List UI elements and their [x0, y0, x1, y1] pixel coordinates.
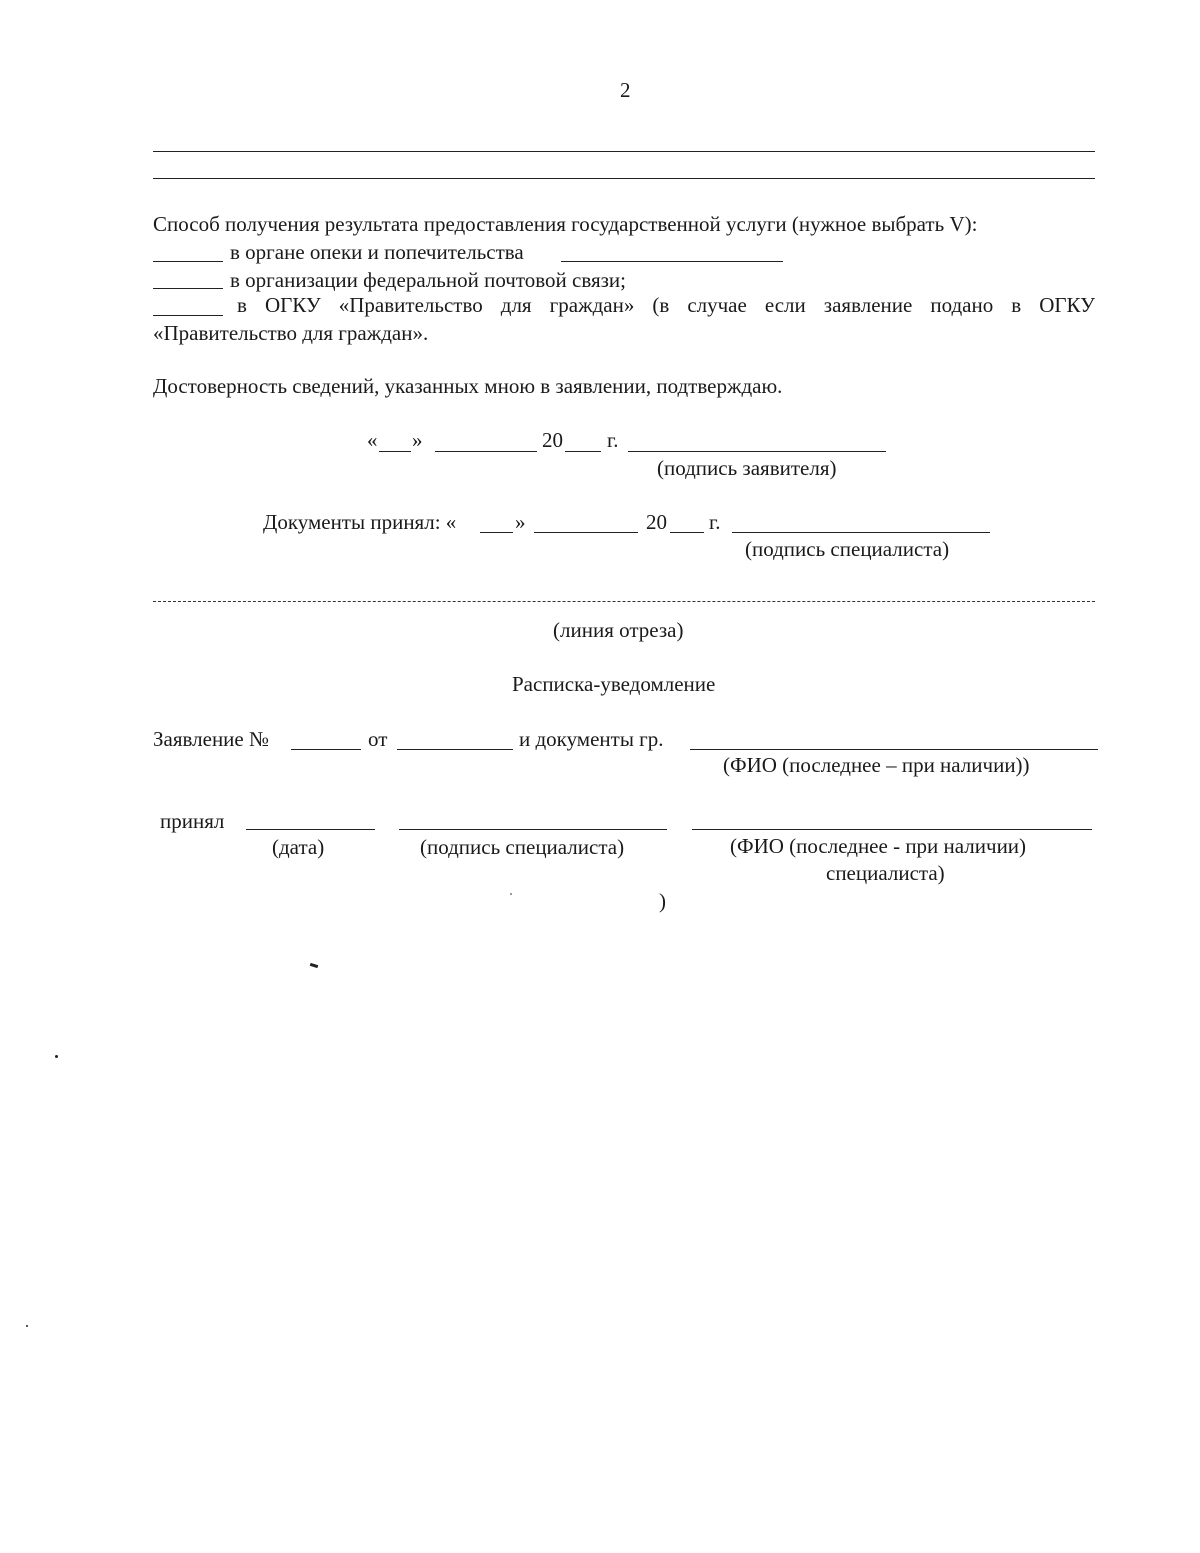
- method-heading: Способ получения результата предоставления государственной услуги (нужное выбрать V):: [153, 212, 978, 236]
- scan-speck-1: [310, 963, 319, 968]
- accepted-month-line[interactable]: [534, 532, 638, 533]
- accepted-year-line[interactable]: [670, 532, 704, 533]
- scan-speck-2: [55, 1055, 58, 1058]
- option2-checkbox-line[interactable]: [153, 288, 223, 289]
- accepted-by-label: принял: [160, 809, 225, 833]
- blank-line-1: [153, 151, 1095, 152]
- statement-number-line[interactable]: [291, 749, 361, 750]
- accepted-day-line[interactable]: [480, 532, 513, 533]
- stray-paren: ): [659, 889, 666, 913]
- specialist-signature-line[interactable]: [399, 829, 667, 830]
- accepted-signature-line[interactable]: [732, 532, 990, 533]
- specialist-signature-caption: (подпись специалиста): [420, 835, 625, 859]
- accepted-signature-caption: (подпись специалиста): [745, 537, 950, 561]
- accepted-label: Документы принял: «: [263, 510, 457, 534]
- cut-line-caption: (линия отреза): [553, 618, 684, 642]
- accepted-year-suffix: г.: [709, 510, 721, 534]
- blank-line-2: [153, 178, 1095, 179]
- accepted-quote-close: »: [515, 510, 526, 534]
- applicant-year-line[interactable]: [565, 451, 601, 452]
- accepted-date-line[interactable]: [246, 829, 375, 830]
- applicant-fio-line[interactable]: [690, 749, 1098, 750]
- specialist-fio-caption-line2: специалиста): [826, 861, 945, 885]
- date-caption: (дата): [272, 835, 325, 859]
- option3-label-line2: «Правительство для граждан».: [153, 321, 429, 345]
- applicant-signature-line[interactable]: [628, 451, 886, 452]
- applicant-day-line[interactable]: [379, 451, 411, 452]
- page-number: 2: [620, 78, 631, 102]
- cut-line: [153, 601, 1095, 602]
- receipt-title: Расписка-уведомление: [512, 672, 716, 696]
- statement-date-line[interactable]: [397, 749, 513, 750]
- from-label: от: [368, 727, 388, 751]
- option1-checkbox-line[interactable]: [153, 261, 223, 262]
- applicant-month-line[interactable]: [435, 451, 537, 452]
- accepted-year-prefix: 20: [646, 510, 667, 534]
- option3-checkbox-line[interactable]: [153, 315, 223, 316]
- option2-label: в организации федеральной почтовой связи;: [230, 268, 627, 292]
- applicant-year-suffix: г.: [607, 428, 619, 452]
- documents-label: и документы гр.: [519, 727, 664, 751]
- applicant-quote-open: «: [367, 428, 378, 452]
- confirmation-text: Достоверность сведений, указанных мною в заявлении, подтверждаю.: [153, 374, 783, 398]
- option3-label-line1: в ОГКУ «Правительство для граждан» (в случае если заявление подано в ОГКУ: [237, 293, 1095, 317]
- statement-label: Заявление №: [153, 727, 270, 751]
- specialist-fio-line[interactable]: [692, 829, 1092, 830]
- option1-fill-line[interactable]: [561, 261, 783, 262]
- option1-label: в органе опеки и попечительства: [230, 240, 524, 264]
- scan-speck-3: [26, 1325, 28, 1327]
- applicant-signature-caption: (подпись заявителя): [657, 456, 837, 480]
- scan-speck-4: [510, 893, 512, 895]
- applicant-fio-caption: (ФИО (последнее – при наличии)): [723, 753, 1030, 777]
- applicant-quote-close: »: [412, 428, 423, 452]
- applicant-year-prefix: 20: [542, 428, 563, 452]
- specialist-fio-caption-line1: (ФИО (последнее - при наличии): [730, 834, 1027, 858]
